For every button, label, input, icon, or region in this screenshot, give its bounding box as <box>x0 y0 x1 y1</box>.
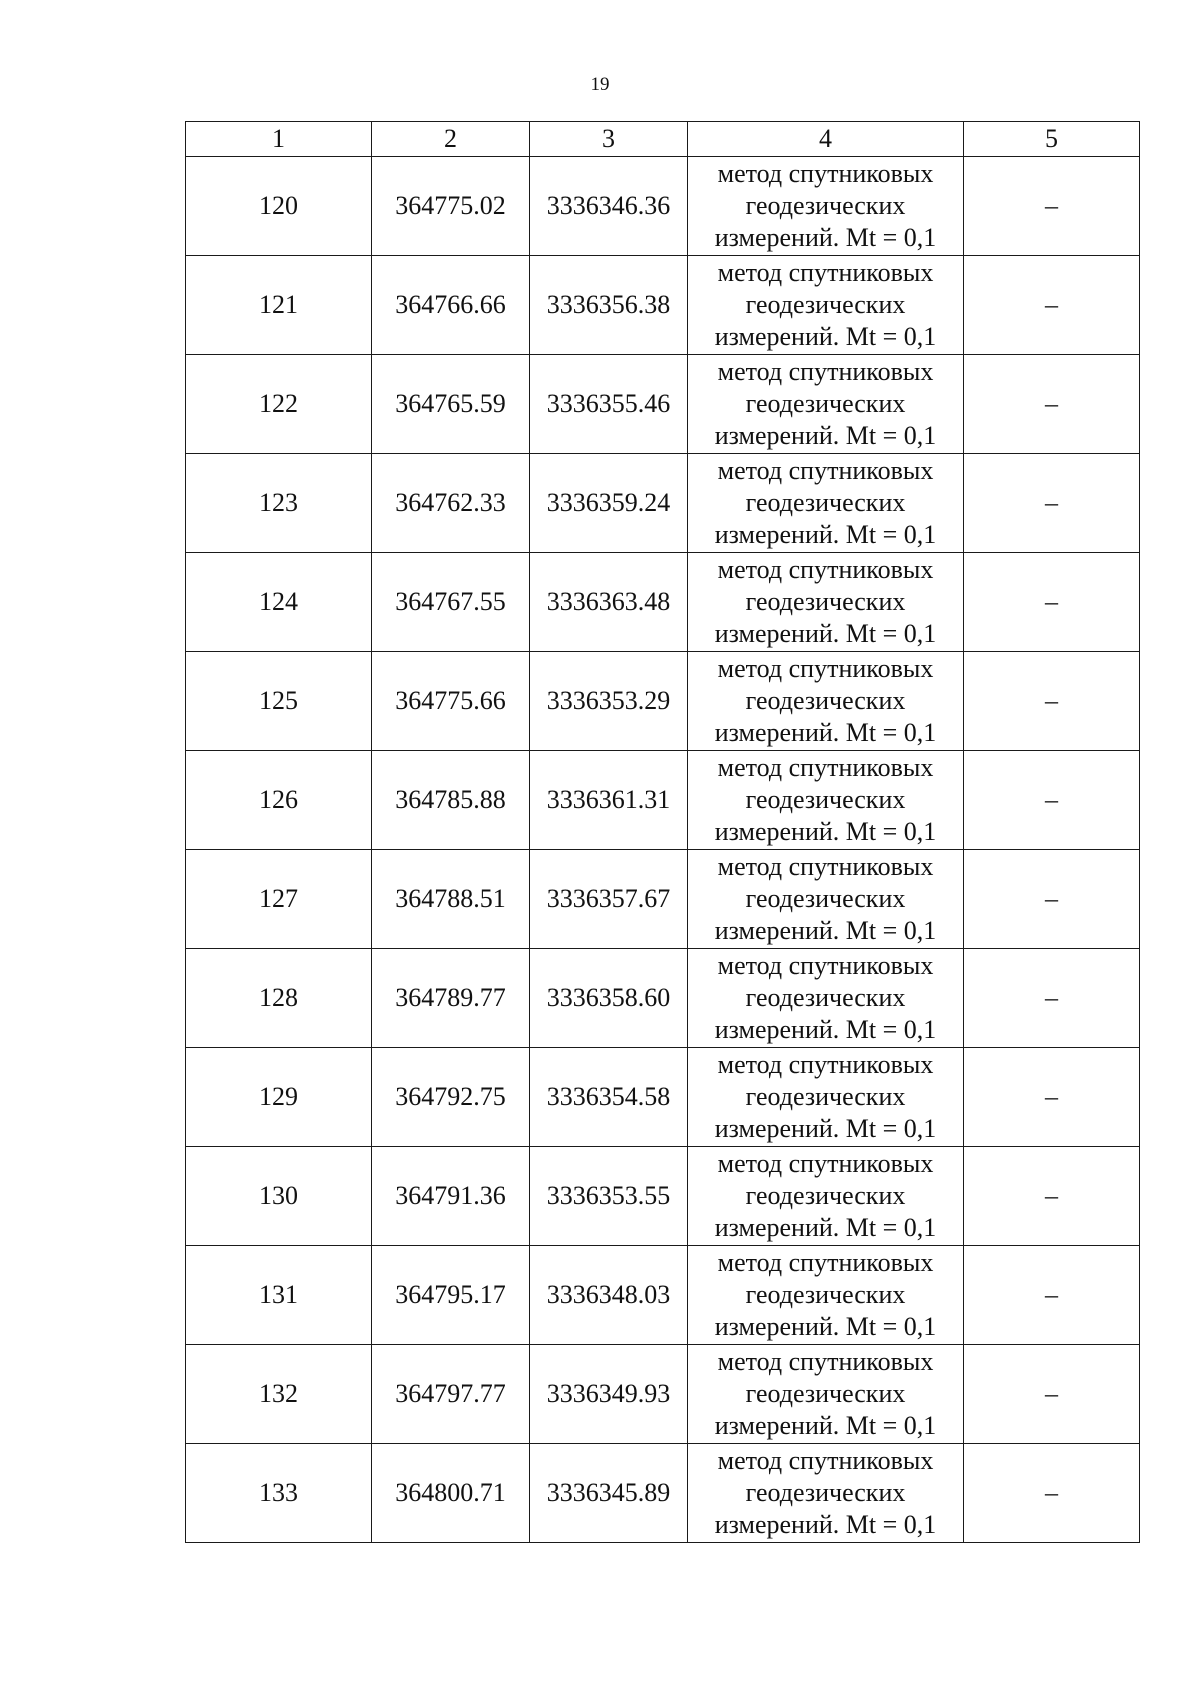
note-cell: – <box>964 157 1140 256</box>
x-coordinate-cell: 364792.75 <box>372 1048 530 1147</box>
note-cell: – <box>964 355 1140 454</box>
column-header: 1 <box>186 122 372 157</box>
method-line: геодезических <box>745 686 906 715</box>
method-line: геодезических <box>745 488 906 517</box>
point-number-cell: 127 <box>186 850 372 949</box>
x-coordinate-cell: 364775.02 <box>372 157 530 256</box>
table-row <box>186 355 1140 454</box>
method-line: геодезических <box>745 1082 906 1111</box>
point-number-cell: 126 <box>186 751 372 850</box>
method-cell <box>688 1246 964 1345</box>
y-coordinate-cell: 3336349.93 <box>530 1345 688 1444</box>
y-coordinate-cell: 3336363.48 <box>530 553 688 652</box>
x-coordinate-cell: 364762.33 <box>372 454 530 553</box>
method-line: метод спутниковых <box>717 159 934 188</box>
y-coordinate-cell: 3336346.36 <box>530 157 688 256</box>
method-line: метод спутниковых <box>717 456 934 485</box>
page-number: 19 <box>590 74 610 95</box>
method-cell <box>688 751 964 850</box>
method-line: измерений. Mt = 0,1 <box>714 520 937 549</box>
method-line: геодезических <box>745 785 906 814</box>
x-coordinate-cell: 364767.55 <box>372 553 530 652</box>
method-line: метод спутниковых <box>717 951 934 980</box>
table-row <box>186 1246 1140 1345</box>
x-coordinate-cell: 364789.77 <box>372 949 530 1048</box>
table-row <box>186 454 1140 553</box>
column-header: 5 <box>964 122 1140 157</box>
method-line: измерений. Mt = 0,1 <box>714 1411 937 1440</box>
method-line: геодезических <box>745 1181 906 1210</box>
table-header-row <box>186 122 1140 157</box>
method-line: геодезических <box>745 191 906 220</box>
point-number-cell: 128 <box>186 949 372 1048</box>
note-cell: – <box>964 256 1140 355</box>
method-line: измерений. Mt = 0,1 <box>714 322 937 351</box>
table-row <box>186 1345 1140 1444</box>
y-coordinate-cell: 3336361.31 <box>530 751 688 850</box>
x-coordinate-cell: 364766.66 <box>372 256 530 355</box>
method-line: геодезических <box>745 290 906 319</box>
method-line: метод спутниковых <box>717 258 934 287</box>
method-line: метод спутниковых <box>717 852 934 881</box>
point-number-cell: 133 <box>186 1444 372 1543</box>
method-cell <box>688 1444 964 1543</box>
method-cell <box>688 1048 964 1147</box>
method-cell <box>688 256 964 355</box>
note-cell: – <box>964 553 1140 652</box>
x-coordinate-cell: 364775.66 <box>372 652 530 751</box>
note-cell: – <box>964 1444 1140 1543</box>
column-header: 4 <box>688 122 964 157</box>
point-number-cell: 130 <box>186 1147 372 1246</box>
method-cell <box>688 454 964 553</box>
method-cell <box>688 1345 964 1444</box>
column-header: 2 <box>372 122 530 157</box>
method-line: метод спутниковых <box>717 1248 934 1277</box>
method-line: метод спутниковых <box>717 1149 934 1178</box>
x-coordinate-cell: 364788.51 <box>372 850 530 949</box>
y-coordinate-cell: 3336356.38 <box>530 256 688 355</box>
method-line: измерений. Mt = 0,1 <box>714 817 937 846</box>
point-number-cell: 132 <box>186 1345 372 1444</box>
x-coordinate-cell: 364800.71 <box>372 1444 530 1543</box>
point-number-cell: 129 <box>186 1048 372 1147</box>
note-cell: – <box>964 652 1140 751</box>
method-line: измерений. Mt = 0,1 <box>714 421 937 450</box>
x-coordinate-cell: 364791.36 <box>372 1147 530 1246</box>
method-line: измерений. Mt = 0,1 <box>714 718 937 747</box>
y-coordinate-cell: 3336345.89 <box>530 1444 688 1543</box>
x-coordinate-cell: 364785.88 <box>372 751 530 850</box>
note-cell: – <box>964 1147 1140 1246</box>
table-row <box>186 949 1140 1048</box>
column-header: 3 <box>530 122 688 157</box>
point-number-cell: 125 <box>186 652 372 751</box>
table-body <box>186 157 1140 1543</box>
method-cell <box>688 949 964 1048</box>
y-coordinate-cell: 3336353.55 <box>530 1147 688 1246</box>
method-line: метод спутниковых <box>717 753 934 782</box>
point-number-cell: 121 <box>186 256 372 355</box>
method-cell <box>688 1147 964 1246</box>
table-row <box>186 850 1140 949</box>
method-line: геодезических <box>745 1379 906 1408</box>
note-cell: – <box>964 1345 1140 1444</box>
table-row <box>186 1048 1140 1147</box>
method-line: измерений. Mt = 0,1 <box>714 1213 937 1242</box>
y-coordinate-cell: 3336353.29 <box>530 652 688 751</box>
point-number-cell: 131 <box>186 1246 372 1345</box>
method-cell <box>688 652 964 751</box>
method-line: измерений. Mt = 0,1 <box>714 223 937 252</box>
x-coordinate-cell: 364795.17 <box>372 1246 530 1345</box>
y-coordinate-cell: 3336348.03 <box>530 1246 688 1345</box>
table-row <box>186 256 1140 355</box>
method-cell <box>688 850 964 949</box>
method-line: метод спутниковых <box>717 1446 934 1475</box>
note-cell: – <box>964 454 1140 553</box>
method-cell <box>688 157 964 256</box>
method-line: измерений. Mt = 0,1 <box>714 1312 937 1341</box>
y-coordinate-cell: 3336354.58 <box>530 1048 688 1147</box>
y-coordinate-cell: 3336355.46 <box>530 355 688 454</box>
y-coordinate-cell: 3336357.67 <box>530 850 688 949</box>
point-number-cell: 122 <box>186 355 372 454</box>
note-cell: – <box>964 949 1140 1048</box>
point-number-cell: 124 <box>186 553 372 652</box>
table-row <box>186 652 1140 751</box>
point-number-cell: 123 <box>186 454 372 553</box>
method-line: метод спутниковых <box>717 555 934 584</box>
method-line: измерений. Mt = 0,1 <box>714 1510 937 1539</box>
y-coordinate-cell: 3336358.60 <box>530 949 688 1048</box>
method-line: измерений. Mt = 0,1 <box>714 1114 937 1143</box>
method-line: геодезических <box>745 884 906 913</box>
note-cell: – <box>964 1246 1140 1345</box>
method-line: метод спутниковых <box>717 357 934 386</box>
y-coordinate-cell: 3336359.24 <box>530 454 688 553</box>
method-line: геодезических <box>745 587 906 616</box>
method-line: метод спутниковых <box>717 654 934 683</box>
table-row <box>186 157 1140 256</box>
table-row <box>186 751 1140 850</box>
note-cell: – <box>964 751 1140 850</box>
point-number-cell: 120 <box>186 157 372 256</box>
x-coordinate-cell: 364765.59 <box>372 355 530 454</box>
table-row <box>186 553 1140 652</box>
method-line: геодезических <box>745 1280 906 1309</box>
method-cell <box>688 355 964 454</box>
method-line: измерений. Mt = 0,1 <box>714 619 937 648</box>
method-line: геодезических <box>745 983 906 1012</box>
method-line: измерений. Mt = 0,1 <box>714 916 937 945</box>
x-coordinate-cell: 364797.77 <box>372 1345 530 1444</box>
table-row <box>186 1147 1140 1246</box>
note-cell: – <box>964 850 1140 949</box>
method-line: геодезических <box>745 1478 906 1507</box>
note-cell: – <box>964 1048 1140 1147</box>
method-line: метод спутниковых <box>717 1050 934 1079</box>
table-row <box>186 1444 1140 1543</box>
method-line: метод спутниковых <box>717 1347 934 1376</box>
method-cell <box>688 553 964 652</box>
method-line: геодезических <box>745 389 906 418</box>
method-line: измерений. Mt = 0,1 <box>714 1015 937 1044</box>
coordinates-table <box>185 121 1140 1543</box>
